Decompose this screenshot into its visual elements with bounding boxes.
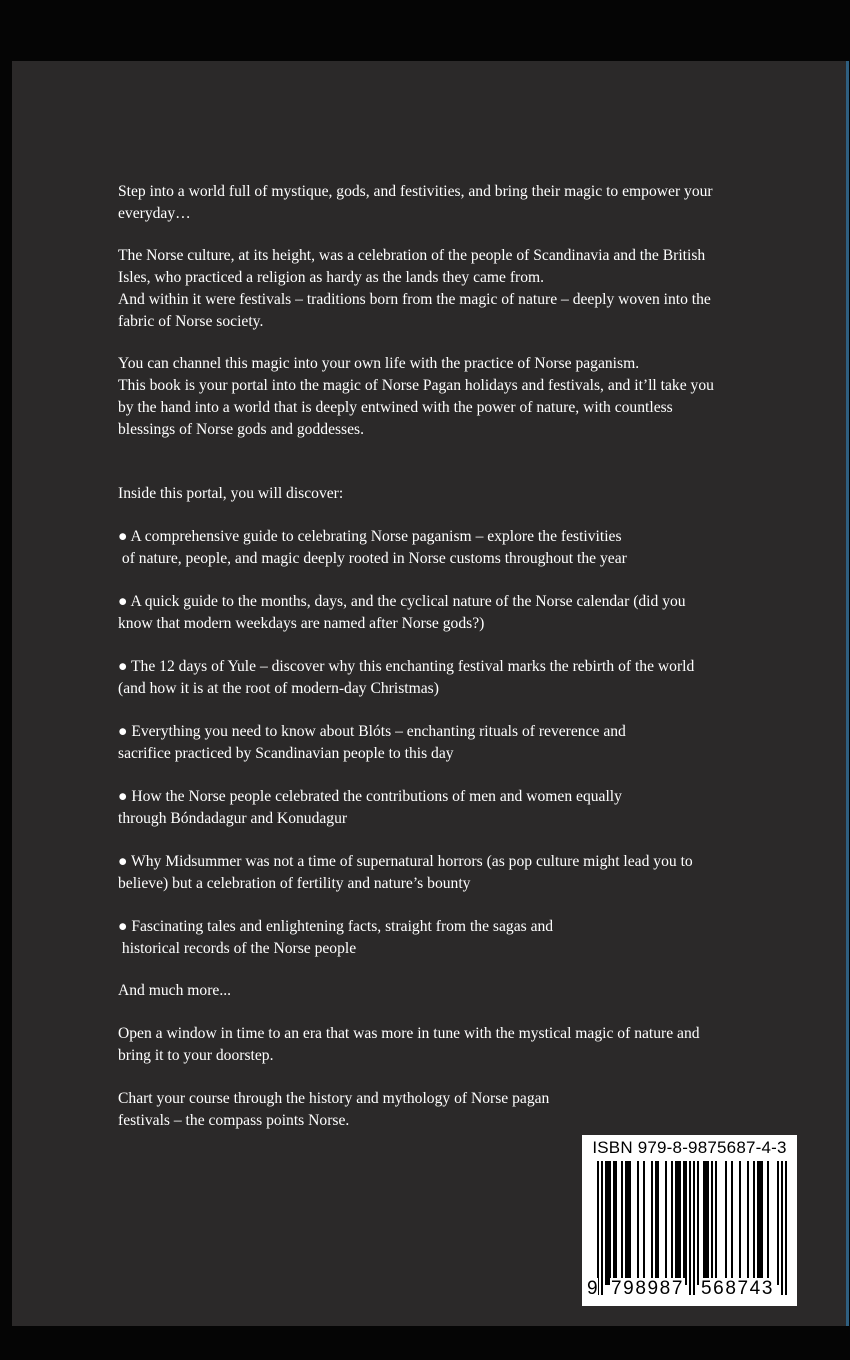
bullet-item-1 bbox=[118, 526, 758, 570]
spine-edge bbox=[846, 61, 849, 1326]
bullet-2-line-1: ● A quick guide to the months, days, and the cyclical nature of the Norse calendar (did you bbox=[118, 593, 686, 610]
barcode-bar bbox=[689, 1161, 691, 1295]
barcode-bar bbox=[685, 1161, 687, 1285]
channel-line-2: This book is your portal into the magic of Norse Pagan holidays and festivals, and it’ll take you bbox=[118, 377, 714, 394]
culture-line-3: And within it were festivals – traditions born from the magic of nature – deeply woven into the bbox=[118, 291, 711, 308]
barcode-bar bbox=[753, 1161, 755, 1285]
much-more-paragraph bbox=[118, 980, 758, 1002]
bullet-item-6 bbox=[118, 851, 758, 895]
barcode-bar bbox=[767, 1161, 769, 1285]
channel-line-1: You can channel this magic into your own life with the practice of Norse paganism. bbox=[118, 355, 640, 372]
barcode-bar bbox=[711, 1161, 713, 1285]
channel-paragraph bbox=[118, 353, 758, 441]
bullet-6-line-2: believe) but a celebration of fertility and nature’s bounty bbox=[118, 875, 471, 892]
barcode-bar bbox=[759, 1161, 761, 1285]
barcode-bar bbox=[655, 1161, 657, 1285]
barcode-bar bbox=[715, 1161, 717, 1285]
intro-paragraph bbox=[118, 181, 758, 225]
barcode-bar bbox=[627, 1161, 629, 1285]
bullet-4-line-2: sacrifice practiced by Scandinavian people to this day bbox=[118, 745, 454, 762]
barcode-bar bbox=[625, 1161, 627, 1285]
window-paragraph bbox=[118, 1023, 758, 1067]
bullet-item-4 bbox=[118, 721, 758, 765]
barcode-bar bbox=[703, 1161, 705, 1285]
bullet-3-line-1: ● The 12 days of Yule – discover why this enchanting festival marks the rebirth of the world bbox=[118, 658, 695, 675]
window-line-1: Open a window in time to an era that was more in tune with the mystical magic of nature and bbox=[118, 1025, 700, 1042]
barcode-bar bbox=[707, 1161, 709, 1285]
barcode-bar bbox=[739, 1161, 741, 1285]
barcode-bar bbox=[613, 1161, 615, 1285]
norse-culture-paragraph bbox=[118, 245, 758, 333]
barcode-bar bbox=[697, 1161, 699, 1285]
bullet-6-line-1: ● Why Midsummer was not a time of supernatural horrors (as pop culture might lead you to bbox=[118, 853, 693, 870]
culture-line-4: fabric of Norse society. bbox=[118, 313, 264, 330]
barcode-bar bbox=[785, 1161, 787, 1295]
barcode-bar bbox=[597, 1161, 599, 1295]
window-line-2: bring it to your doorstep. bbox=[118, 1047, 274, 1064]
isbn-right-group: 568743 bbox=[701, 1278, 775, 1299]
barcode-bar bbox=[705, 1161, 707, 1285]
bullet-1-line-1: ● A comprehensive guide to celebrating Norse paganism – explore the festivities bbox=[118, 528, 622, 545]
bullet-item-2 bbox=[118, 591, 758, 635]
bullet-item-5 bbox=[118, 786, 758, 830]
isbn-first-digit: 9 bbox=[587, 1278, 598, 1299]
barcode-bar bbox=[693, 1161, 695, 1295]
barcode-bar bbox=[761, 1161, 763, 1285]
channel-line-3: by the hand into a world that is deeply entwined with the power of nature, with countless bbox=[118, 399, 673, 416]
barcode-bar bbox=[637, 1161, 639, 1285]
bullet-5-line-1: ● How the Norse people celebrated the contributions of men and women equally bbox=[118, 788, 622, 805]
barcode-bar bbox=[683, 1161, 685, 1285]
chart-course-line-1: Chart your course through the history and mythology of Norse pagan bbox=[118, 1090, 550, 1107]
isbn-barcode-box bbox=[582, 1135, 797, 1306]
bullet-7-line-1: ● Fascinating tales and enlightening facts, straight from the sagas and bbox=[118, 918, 554, 935]
intro-line-2: everyday… bbox=[118, 205, 191, 222]
barcode-bar bbox=[747, 1161, 749, 1285]
isbn-left-group: 798987 bbox=[611, 1278, 685, 1299]
barcode-bar bbox=[671, 1161, 673, 1285]
discover-heading-text: Inside this portal, you will discover: bbox=[118, 485, 344, 502]
barcode-bar bbox=[679, 1161, 681, 1285]
barcode-bar bbox=[643, 1161, 645, 1285]
bullet-2-line-2: know that modern weekdays are named after Norse gods?) bbox=[118, 615, 485, 632]
barcode-bar bbox=[677, 1161, 679, 1285]
intro-line-1: Step into a world full of mystique, gods, and festivities, and bring their magic to empower your bbox=[118, 183, 713, 200]
barcode-bar bbox=[657, 1161, 659, 1285]
barcode-bar bbox=[621, 1161, 623, 1285]
barcode-bar bbox=[675, 1161, 677, 1285]
barcode-bar bbox=[757, 1161, 759, 1285]
barcode-bar bbox=[629, 1161, 631, 1285]
chart-course-paragraph bbox=[118, 1088, 758, 1132]
much-more-text: And much more... bbox=[118, 982, 232, 999]
chart-course-line-2: festivals – the compass points Norse. bbox=[118, 1112, 350, 1129]
barcode-bar bbox=[601, 1161, 603, 1295]
barcode-bar bbox=[665, 1161, 667, 1285]
barcode-bar bbox=[731, 1161, 733, 1285]
culture-line-2: Isles, who practiced a religion as hardy as the lands they came from. bbox=[118, 269, 545, 286]
bullet-4-line-1: ● Everything you need to know about Blóts – enchanting rituals of reverence and bbox=[118, 723, 626, 740]
isbn-label: ISBN 979-8-9875687-4-3 bbox=[592, 1138, 787, 1157]
discover-heading bbox=[118, 483, 758, 505]
barcode-bar bbox=[651, 1161, 653, 1285]
barcode-bar bbox=[609, 1161, 611, 1285]
barcode-bar bbox=[777, 1161, 779, 1285]
barcode-bar bbox=[725, 1161, 727, 1285]
barcode-bar bbox=[607, 1161, 609, 1285]
channel-line-4: blessings of Norse gods and goddesses. bbox=[118, 421, 365, 438]
bullet-5-line-2: through Bóndadagur and Konudagur bbox=[118, 810, 348, 827]
bullet-item-3 bbox=[118, 656, 758, 700]
culture-line-1: The Norse culture, at its height, was a celebration of the people of Scandinavia and the British bbox=[118, 247, 706, 264]
barcode-bar bbox=[781, 1161, 783, 1295]
bullet-7-line-2: historical records of the Norse people bbox=[118, 940, 357, 957]
bullet-1-line-2: of nature, people, and magic deeply rooted in Norse customs throughout the year bbox=[118, 550, 627, 567]
barcode-bar bbox=[605, 1161, 607, 1285]
isbn-digits bbox=[582, 1278, 797, 1302]
barcode-bar bbox=[615, 1161, 617, 1285]
bullet-item-7 bbox=[118, 916, 758, 960]
bullet-3-line-2: (and how it is at the root of modern-day Christmas) bbox=[118, 680, 439, 697]
back-cover bbox=[12, 61, 847, 1326]
